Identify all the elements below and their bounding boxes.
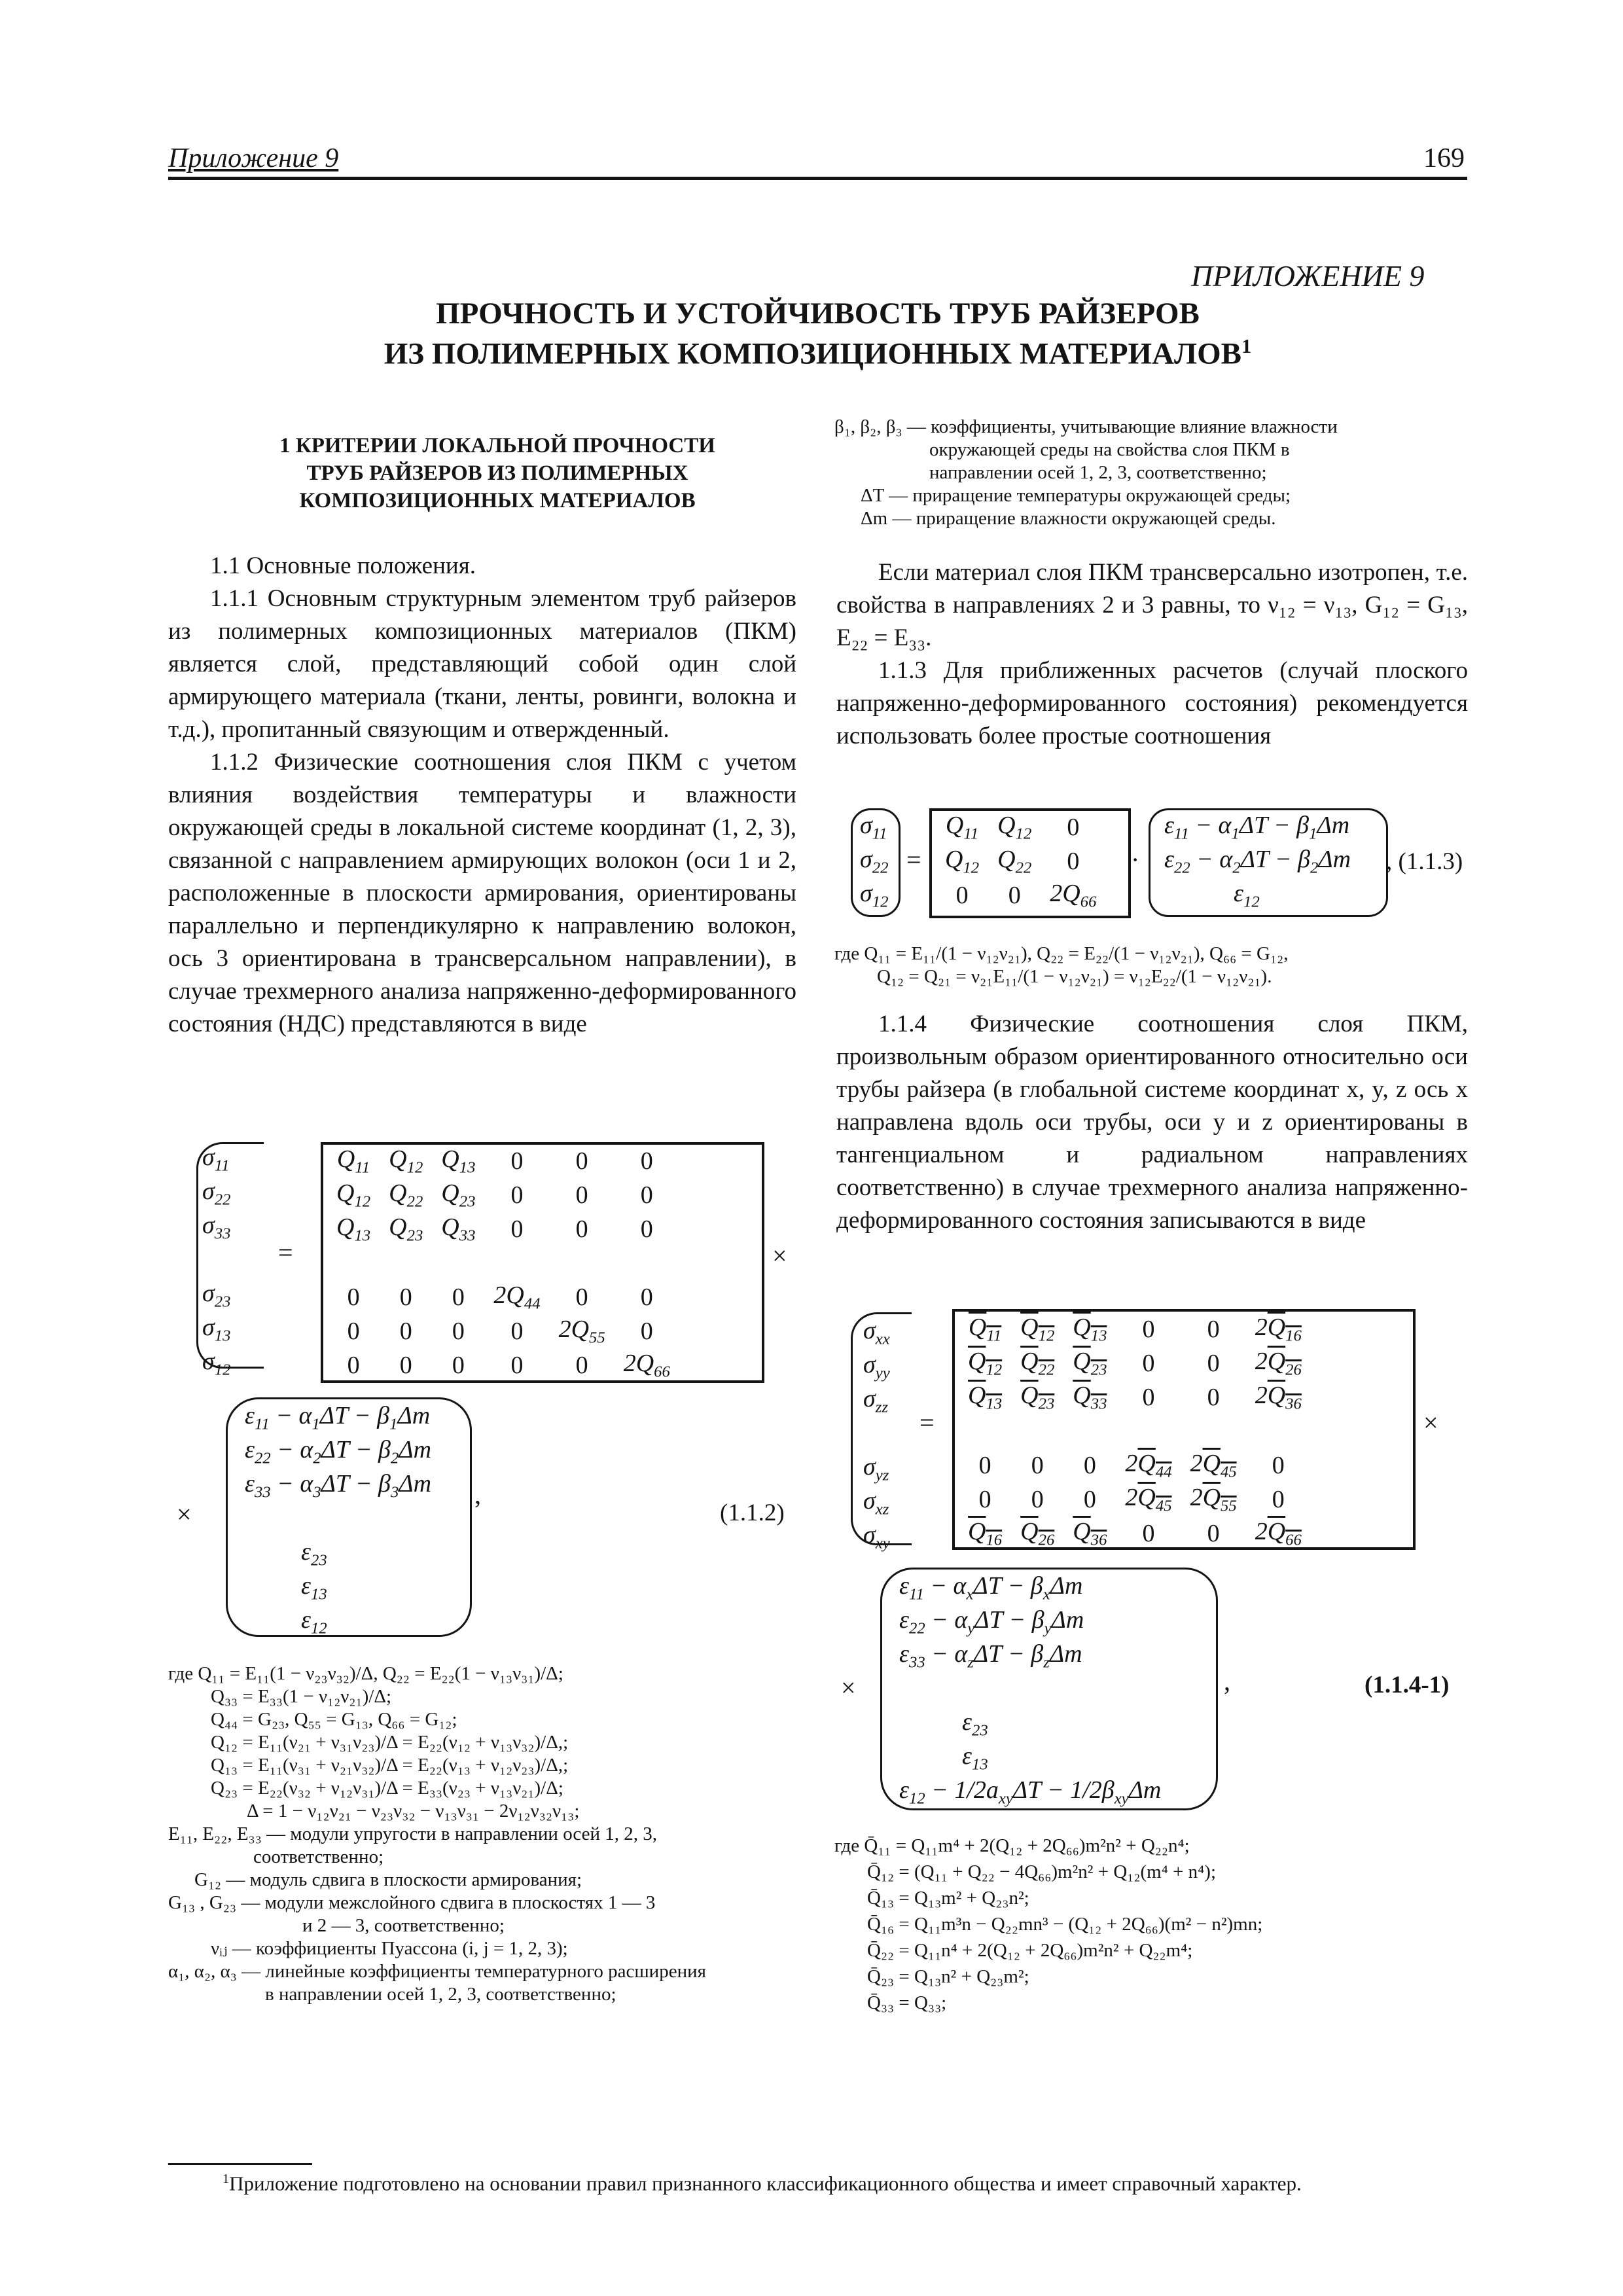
- transformed-stiffness-matrix: $Q_{11}$ $Q_{12}$ $Q_{13}$ 0 0 $2Q_{16}$ $Q_{12}$ $Q_{22}$ $Q_{23}$ 0 0 $2Q_{26}$ $Q_{13}$ $Q_{23}$ $Q_{33}$ 0 0 $2Q_{36}$ 0 0 0 $2Q_{44}$ $2Q_{45}$ 0 0 0 0 $2Q_{45}$ $2Q_{55}$ 0 $Q_{16}$ $Q_{26}$ $Q_{36}$ 0 0 $2Q_{66}$: [968, 1314, 1302, 1549]
- paragraph-1-1-1: 1.1.1 Основным структурным элементом труб райзеров из полимерных композиционных материалов (ПКМ) является слой, представляющий собой один слой армирующего материала (ткани, ленты, ровинги, волокна и т.д.), пропитанный связующим и отвержденный.: [168, 585, 796, 743]
- running-title: Приложение 9: [168, 143, 339, 173]
- definitions-1-1-4: где Q̄₁₁ = Q₁₁m⁴ + 2(Q₁₂ + 2Q₆₆)m²n² + Q₂₂n⁴; Q̄₁₂ = (Q₁₁ + Q₂₂ − 4Q₆₆)m²n² + Q₁₂(m⁴ + n⁴); Q̄₁₃ = Q₁₃m² + Q₂₃n²; Q̄₁₆ = Q₁₁m³n − Q₂₂mn³ − (Q₁₂ + 2Q₆₆)(m² − n²)mn; Q̄₂₂ = Q₁₁n⁴ + 2(Q₁₂ + 2Q₆₆)m²n² + Q₂₂m⁴; Q̄₂₃ = Q₁₃n² + Q₂₃m²; Q̄₃₃ = Q₃₃;: [834, 1835, 1263, 2013]
- equals-sign-2: =: [906, 845, 921, 874]
- right-column-text-1: [836, 556, 1468, 753]
- definitions-1-1-3: где Q₁₁ = E₁₁/(1 − ν₁₂ν₂₁), Q₂₂ = E₂₂/(1 − ν₁₂ν₂₁), Q₆₆ = G₁₂, Q₁₂ = Q₂₁ = ν₂₁E₁₁/(1 − ν₁₂ν₂₁) = ν₁₂E₂₂/(1 − ν₁₂ν₂₁).: [834, 943, 1289, 987]
- equals-sign: =: [278, 1238, 293, 1267]
- left-column-text: [168, 550, 796, 1041]
- times-sign-1: ×: [772, 1241, 787, 1270]
- stiffness-matrix-2d: $Q_{11}$ $Q_{12}$ 0 $Q_{12}$ $Q_{22}$ 0 0 0 $2Q_{66}$: [945, 812, 1097, 911]
- header-rule: [168, 177, 1467, 180]
- footnote: $^1$Приложение подготовлено на основании правил признанного классификационного общества и имеет справочный характер.: [223, 2172, 1302, 2195]
- times-sign-2: ×: [177, 1499, 192, 1529]
- title-line-1: ПРОЧНОСТЬ И УСТОЙЧИВОСТЬ ТРУБ РАЙЗЕРОВ: [436, 296, 1200, 331]
- strain-vector-2d: $\varepsilon_{11} - \alpha_1\Delta T - \beta_1\Delta m$ $\varepsilon_{22} - \alpha_2\Delta T - \beta_2\Delta m$ $\varepsilon_{12}$: [1164, 812, 1351, 911]
- comma: ,: [474, 1480, 481, 1509]
- strain-vector-3d: $\varepsilon_{11} - \alpha_1\Delta T - \beta_1\Delta m$ $\varepsilon_{22} - \alpha_2\Delta T - \beta_2\Delta m$ $\varepsilon_{33} - \alpha_3\Delta T - \beta_3\Delta m$ $\varepsilon_{23}$ $\varepsilon_{13}$ $\varepsilon_{12}$: [245, 1402, 432, 1638]
- times-sign-4: ×: [841, 1673, 856, 1702]
- paragraph-1-1-4: 1.1.4 Физические соотношения слоя ПКМ, произвольным образом ориентированного относительно оси трубы райзера (в глобальной системе координат x, y, z ось x направлена вдоль оси трубы, оси y и z ориентированы в тангенциальном и радиальном направлениях соответственно) в случае трехмерного анализа напряженно-деформированного состояния записываются в виде: [836, 1011, 1468, 1234]
- definitions-beta: β₁, β₂, β₃ — коэффициенты, учитывающие влияние влажности окружающей среды на свойства слоя ПКМ в направлении осей 1, 2, 3, соответственно; ΔT — приращение температуры окружающей среды; Δm — приращение влажности окружающей среды.: [834, 416, 1338, 529]
- comma-2: ,: [1224, 1666, 1230, 1696]
- right-column-text-2: [836, 1008, 1468, 1237]
- equation-number-1-1-2: (1.1.2): [720, 1499, 785, 1526]
- stress-vector-global: $\sigma_{xx}$ $\sigma_{yy}$ $\sigma_{zz}$ $\sigma_{yz}$ $\sigma_{xz}$ $\sigma_{xy}$: [863, 1317, 890, 1552]
- paragraph-isotropic: Если материал слоя ПКМ трансверсально изотропен, т.е. свойства в направлениях 2 и 3 равны, то ν₁₂ = ν₁₃, G₁₂ = G₁₃, E₂₂ = E₃₃.: [836, 559, 1468, 651]
- times-sign-3: ×: [1423, 1408, 1438, 1437]
- paragraph-1-1-2: 1.1.2 Физические соотношения слоя ПКМ с учетом влияния воздействия температуры и влажности окружающей среды в локальной системе координат (1, 2, 3), связанной с направлением армирующих волокон (оси 1 и 2, расположенные в плоскости армирования, ориентированы параллельно и перпендикулярно к направлению волокон, ось 3 ориентирована в трансверсальном направлении), в случае трехмерного анализа напряженно-деформированного состояния (НДС) представляются в виде: [168, 749, 796, 1037]
- definitions-1-1-2: где Q₁₁ = E₁₁(1 − ν₂₃ν₃₂)/Δ, Q₂₂ = E₂₂(1 − ν₁₃ν₃₁)/Δ; Q₃₃ = E₃₃(1 − ν₁₂ν₂₁)/Δ; Q₄₄ = G₂₃, Q₅₅ = G₁₃, Q₆₆ = G₁₂; Q₁₂ = E₁₁(ν₂₁ + ν₃₁ν₂₃)/Δ = E₂₂(ν₁₂ + ν₁₃ν₃₂)/Δ,; Q₁₃ = E₁₁(ν₃₁ + ν₂₁ν₃₂)/Δ = E₂₂(ν₁₃ + ν₁₂ν₂₃)/Δ,; Q₂₃ = E₂₂(ν₃₂ + ν₁₂ν₃₁)/Δ = E₃₃(ν₂₃ + ν₁₃ν₂₁)/Δ; Δ = 1 − ν₁₂ν₂₁ − ν₂₃ν₃₂ − ν₁₃ν₃₁ − 2ν₁₂ν₃₂ν₁₃; E₁₁, E₂₂, E₃₃ — модули упругости в направлении осей 1, 2, 3, соответственно; G₁₂ — модуль сдвига в плоскости армирования; G₁₃ , G₂₃ — модули межслойного сдвига в плоскостях 1 — 3 и 2 — 3, соответственно; νᵢⱼ — коэффициенты Пуассона (i, j = 1, 2, 3); α₁, α₂, α₃ — линейные коэффициенты температурного расширения в направлении осей 1, 2, 3, соответственно;: [168, 1663, 706, 2005]
- equation-number-1-1-4-1: (1.1.4-1): [1364, 1672, 1450, 1698]
- strain-vector-global: $\varepsilon_{11} - \alpha_x\Delta T - \beta_x\Delta m$ $\varepsilon_{22} - \alpha_y\Delta T - \beta_y\Delta m$ $\varepsilon_{33} - \alpha_z\Delta T - \beta_z\Delta m$ $\varepsilon_{23}$ $\varepsilon_{13}$ $\varepsilon_{12} - 1/2a_{xy}\Delta T - 1/2\beta_{xy}\Delta m$: [899, 1572, 1162, 1808]
- subsection-1-1: 1.1 Основные положения.: [210, 552, 476, 579]
- left-brace: [196, 1142, 264, 1369]
- stiffness-matrix-3d: $Q_{11}$ $Q_{12}$ $Q_{13}$ 0 0 0 $Q_{12}$ $Q_{22}$ $Q_{23}$ 0 0 0 $Q_{13}$ $Q_{23}$ $Q_{33}$ 0 0 0 0 0 0 $2Q_{44}$ 0 0 0 0 0 0 $2Q_{55}$ 0 0 0 0 0 0 $2Q_{66}$: [336, 1145, 670, 1381]
- appendix-label: ПРИЛОЖЕНИЕ 9: [1191, 259, 1425, 293]
- stress-vector-2d: $\sigma_{11}$ $\sigma_{22}$ $\sigma_{12}$: [860, 812, 889, 911]
- equals-sign-3: =: [919, 1408, 935, 1437]
- section-1-heading: 1 КРИТЕРИИ ЛОКАЛЬНОЙ ПРОЧНОСТИ ТРУБ РАЙЗЕРОВ ИЗ ПОЛИМЕРНЫХ КОМПОЗИЦИОННЫХ МАТЕРИАЛОВ: [279, 434, 715, 512]
- title-line-2: ИЗ ПОЛИМЕРНЫХ КОМПОЗИЦИОННЫХ МАТЕРИАЛОВ$^1$: [383, 335, 1252, 371]
- title-footnote-mark: 1: [1241, 335, 1252, 357]
- stress-vector-3d: $\sigma_{11}$ $\sigma_{22}$ $\sigma_{33}$ $\sigma_{23}$ $\sigma_{13}$ $\sigma_{12}$: [202, 1143, 231, 1379]
- page-number: 169: [1423, 143, 1465, 173]
- dot-sign: ·: [1131, 845, 1140, 874]
- footnote-rule: [168, 2163, 312, 2165]
- paragraph-1-1-3: 1.1.3 Для приближенных расчетов (случай плоского напряженно-деформированного состояния) рекомендуется использовать более простые соотношения: [836, 657, 1468, 749]
- equation-number-1-1-3: , (1.1.3): [1386, 848, 1463, 875]
